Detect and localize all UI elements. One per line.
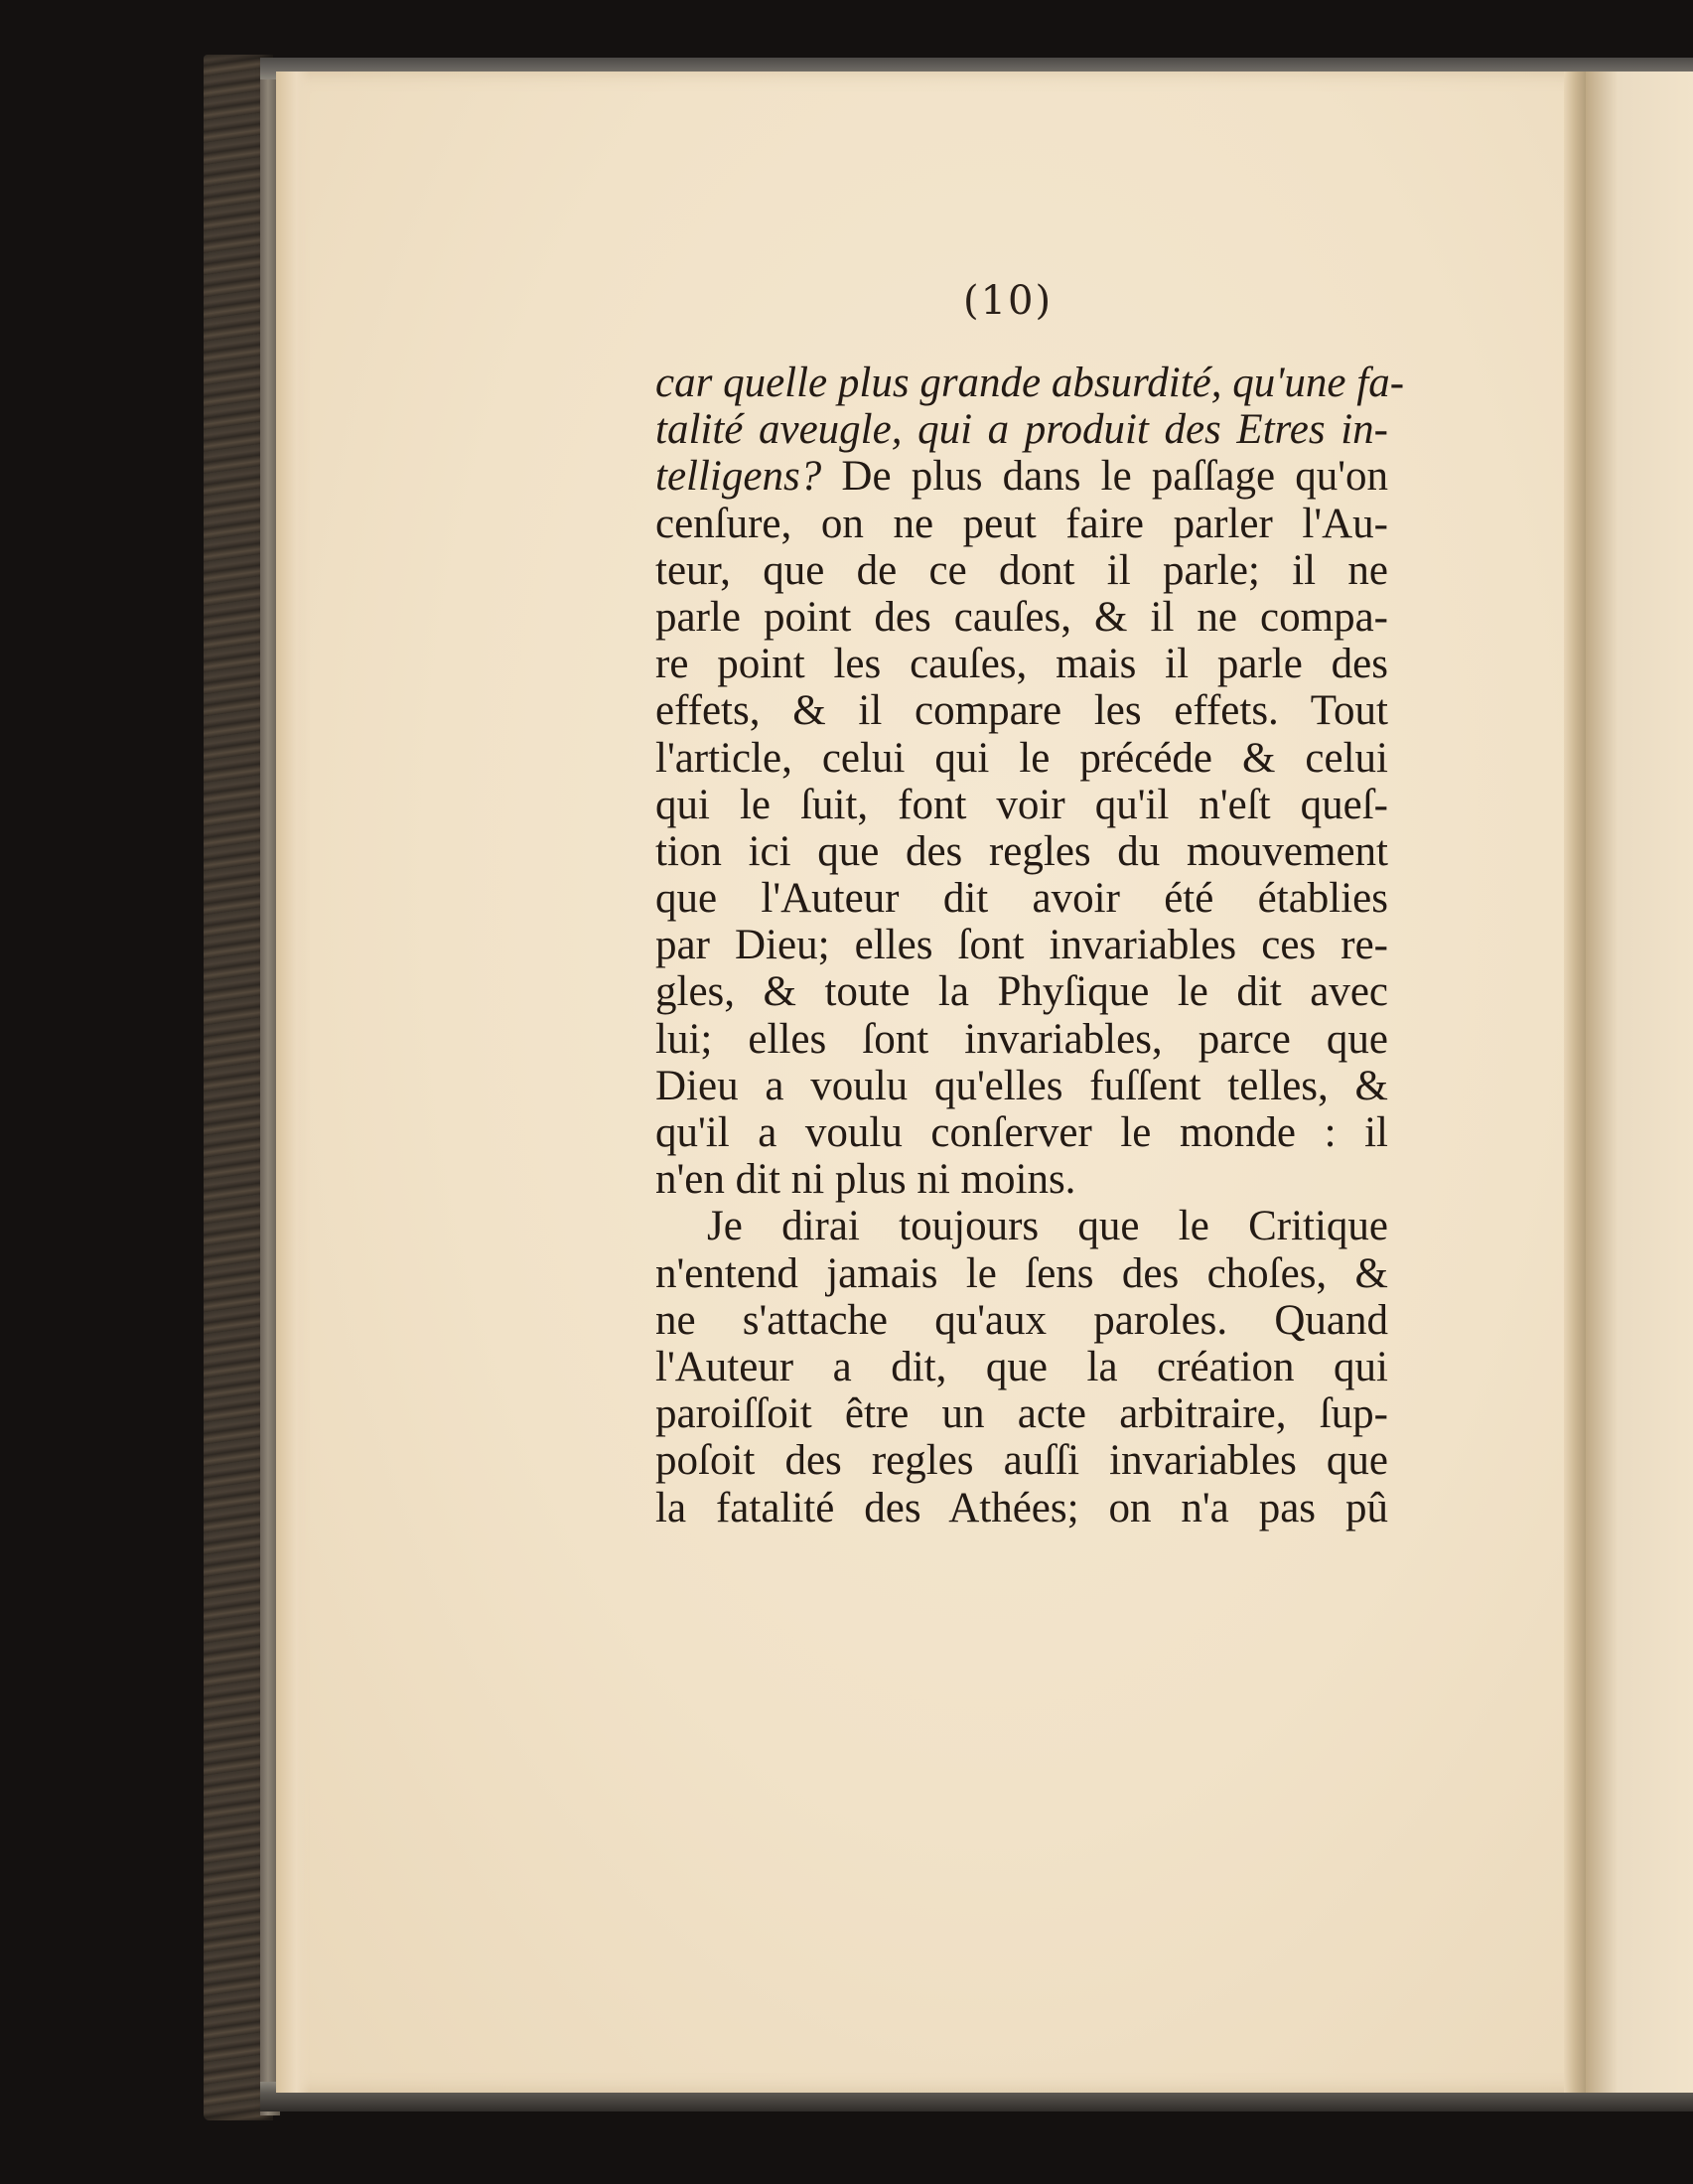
roman-run: qu'il a voulu conſerver le monde : il <box>655 1109 1388 1156</box>
text-line <box>655 406 1388 453</box>
text-line <box>655 547 1388 594</box>
roman-run: paroiſſoit être un acte arbitraire, ſup- <box>655 1390 1388 1438</box>
text-line <box>655 782 1388 828</box>
text-line <box>655 1203 1388 1249</box>
text-line <box>655 968 1388 1015</box>
text-line <box>655 641 1388 687</box>
italic-run: talité aveugle, qui a produit des Etres in- <box>655 406 1388 454</box>
text-line <box>655 1063 1388 1109</box>
italic-run: car quelle plus grande absurdité, qu'une fa- <box>655 360 1405 406</box>
italic-run: telligens? <box>655 453 822 501</box>
text-line <box>655 1437 1388 1484</box>
text-line <box>655 735 1388 782</box>
roman-run: re point les cauſes, mais il parle des <box>655 641 1388 688</box>
text-line <box>655 1250 1388 1297</box>
page-number: (10) <box>963 278 1054 324</box>
roman-run: ne s'attache qu'aux paroles. Quand <box>655 1296 1388 1344</box>
text-line <box>655 1390 1388 1437</box>
roman-run: l'Auteur a dit, que la création qui <box>655 1343 1388 1390</box>
text-line <box>655 875 1388 922</box>
body-text <box>655 360 1405 1531</box>
roman-run: Dieu a voulu qu'elles fuſſent telles, & <box>655 1062 1388 1109</box>
text-line <box>655 453 1388 500</box>
gutter <box>1564 72 1586 2093</box>
roman-run: Je dirai toujours que le Critique <box>707 1203 1388 1250</box>
roman-run: teur, que de ce dont il parle; il ne <box>655 546 1388 594</box>
text-line <box>655 594 1388 641</box>
text-line <box>655 922 1388 968</box>
roman-run: effets, & il compare les effets. Tout <box>655 687 1388 735</box>
page-fold-shadow <box>276 72 310 2093</box>
roman-run: la fatalité des Athées; on n'a pas pû <box>655 1484 1388 1531</box>
text-line <box>655 501 1388 547</box>
roman-run: lui; elles ſont invariables, parce que <box>655 1015 1388 1063</box>
roman-run: tion ici que des regles du mouvement <box>655 827 1388 875</box>
text-line <box>655 360 1405 406</box>
text-line <box>655 687 1388 734</box>
text-line <box>655 1485 1388 1531</box>
facing-page-edge <box>1586 72 1693 2093</box>
text-line <box>655 1344 1388 1390</box>
roman-run: n'entend jamais le ſens des choſes, & <box>655 1249 1388 1297</box>
roman-run: que l'Auteur dit avoir été établies <box>655 875 1388 923</box>
text-line <box>655 828 1388 875</box>
roman-run: par Dieu; elles ſont invariables ces re- <box>655 922 1388 969</box>
roman-run: n'en dit ni plus ni moins. <box>655 1156 1076 1204</box>
roman-run: gles, & toute la Phyſique le dit avec <box>655 968 1388 1016</box>
roman-run: cenſure, on ne peut faire parler l'Au- <box>655 500 1388 547</box>
text-line <box>655 1297 1388 1344</box>
text-line <box>655 1156 1388 1203</box>
text-line <box>655 1109 1388 1156</box>
roman-run: l'article, celui qui le précéde & celui <box>655 734 1388 782</box>
text-line <box>655 1016 1388 1063</box>
roman-run: qui le ſuit, font voir qu'il n'eſt queſ- <box>655 781 1388 828</box>
roman-run: poſoit des regles auſſi invariables que <box>655 1437 1388 1485</box>
roman-run: parle point des cauſes, & il ne compa- <box>655 593 1388 641</box>
roman-run: De plus dans le paſſage qu'on <box>821 453 1388 501</box>
